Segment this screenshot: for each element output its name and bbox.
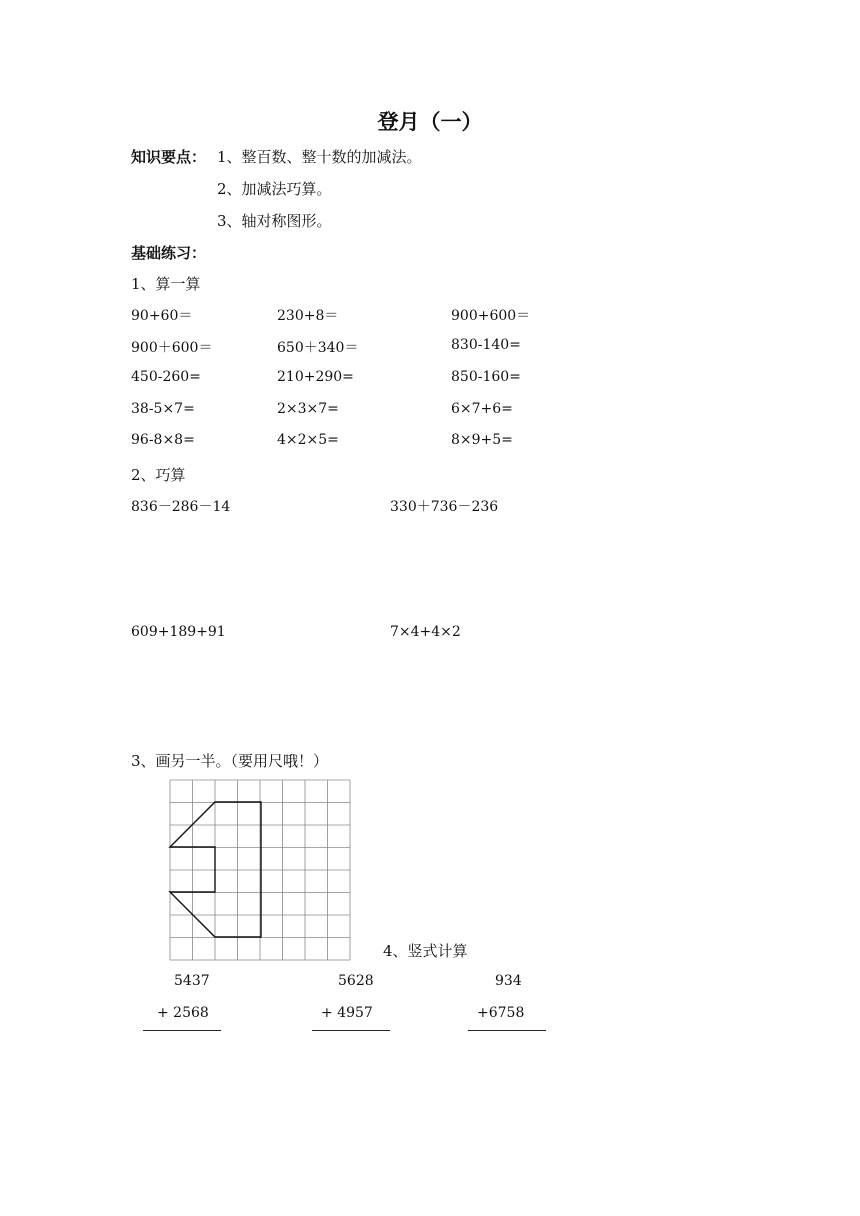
page-title: 登月（一） — [377, 110, 483, 134]
q1-problem: 900+600＝ — [451, 308, 531, 324]
q2-problem: 609+189+91 — [131, 624, 226, 640]
q1-problem: 830-140= — [451, 337, 521, 353]
vertical-calc-rule — [468, 1030, 546, 1031]
q2-problem: 7×4+4×2 — [390, 624, 461, 640]
vertical-calc-rule — [143, 1030, 221, 1031]
q1-problem: 2×3×7= — [277, 401, 339, 417]
q1-title: 1、算一算 — [131, 275, 201, 293]
half-shape-outline — [170, 802, 261, 937]
q3-title: 3、画另一半。（要用尺哦！） — [131, 752, 329, 770]
q2-title: 2、巧算 — [131, 466, 186, 484]
knowledge-point-3: 3、轴对称图形。 — [217, 212, 332, 230]
q1-problem: 4×2×5= — [277, 432, 339, 448]
vertical-calc-bottom: + 4957 — [321, 1005, 373, 1021]
vertical-calc-top: 934 — [495, 973, 522, 989]
q1-problem: 210+290= — [277, 369, 354, 385]
knowledge-point-1: 1、整百数、整十数的加减法。 — [217, 148, 422, 166]
q4-title: 4、竖式计算 — [383, 942, 468, 960]
vertical-calc-rule — [312, 1030, 390, 1031]
q1-problem: 8×9+5= — [451, 432, 513, 448]
q1-problem: 6×7+6= — [451, 401, 513, 417]
vertical-calc-top: 5628 — [338, 973, 374, 989]
q1-problem: 850-160= — [451, 369, 521, 385]
q1-problem: 450-260= — [131, 369, 201, 385]
q1-problem: 96-8×8= — [131, 432, 195, 448]
knowledge-label: 知识要点： — [131, 148, 207, 166]
q1-problem: 38-5×7= — [131, 401, 195, 417]
q1-problem: 900＋600＝ — [131, 340, 213, 356]
vertical-calc-top: 5437 — [174, 973, 210, 989]
q1-problem: 90+60＝ — [131, 308, 193, 324]
q2-problem: 836－286－14 — [131, 499, 231, 515]
basics-label: 基础练习： — [131, 244, 207, 262]
grid-figure — [165, 775, 355, 965]
vertical-calc-bottom: +6758 — [477, 1005, 525, 1021]
q2-problem: 330＋736－236 — [390, 499, 499, 515]
q1-problem: 650＋340＝ — [277, 340, 359, 356]
grid-lines — [170, 780, 350, 960]
knowledge-point-2: 2、加减法巧算。 — [217, 180, 332, 198]
vertical-calc-bottom: + 2568 — [157, 1005, 209, 1021]
q1-problem: 230+8＝ — [277, 308, 339, 324]
